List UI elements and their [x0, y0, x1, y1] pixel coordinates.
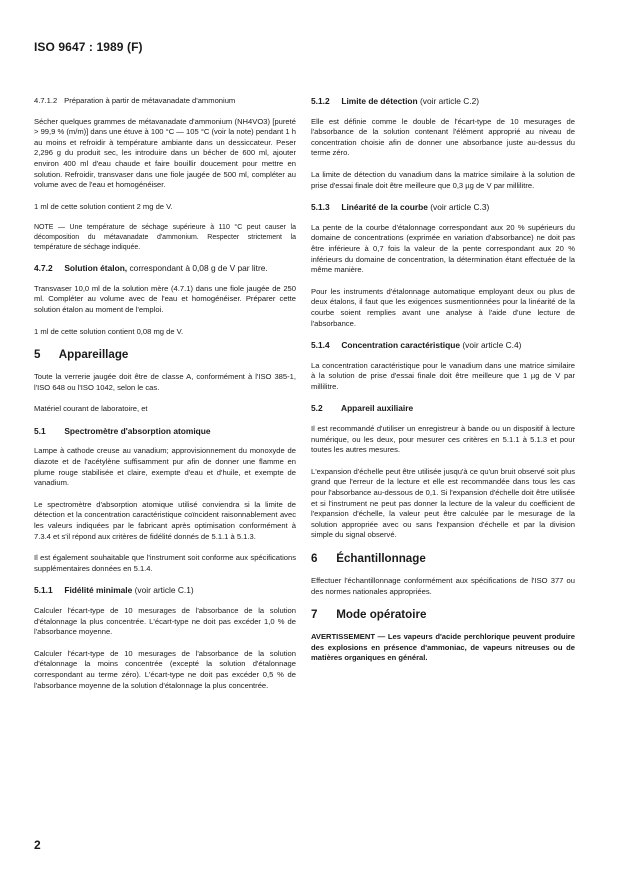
paragraph-echantillonnage: Effectuer l'échantillonnage conformément aux spécifications de l'ISO 377 ou des normes nationales appropriées. — [311, 576, 575, 596]
paragraph-concentration-etalon: 1 ml de cette solution contient 0,08 mg de V. — [34, 326, 184, 336]
section-number: 5.1.2 — [311, 96, 330, 106]
section-title: Solution étalon, — [64, 263, 128, 274]
paragraph-calcul-1: Calculer l'écart-type de 10 mesurages de l'absorbance de la solution d'étalonnage la plus concentrée. L'écart-type ne doit pas excéder 1,0 % de l'absorbance moyenne. — [34, 606, 296, 637]
section-title: Appareil auxiliaire — [341, 403, 414, 414]
left-column — [34, 96, 296, 702]
paragraph-definie: Elle est définie comme le double de l'écart-type de 10 mesurages de l'absorbance de la solution contenant l'élément approprié au niveau de concentration choisie afin de donner une absorbance juste au-dessus du terme zéro. — [311, 116, 575, 158]
section-number: 5.1.3 — [311, 202, 330, 213]
page-number: 2 — [34, 838, 41, 852]
section-title: Mode opératoire — [336, 608, 427, 622]
section-number: 4.7.2 — [34, 263, 53, 274]
paragraph-spectrometre: Le spectromètre d'absorption atomique utilisé conviendra si la limite de détection et la concentration caractéristique coïncident raisonnablement avec les valeurs indiquées par le fabricant après optimisation conformément à 7.3.4 et s'il répond aux critères de fidélité donnés de 5.1.1 à 5.1.3. — [34, 499, 296, 541]
section-6-heading — [311, 552, 575, 566]
section-title: Préparation à partir de métavanadate d'ammonium — [64, 96, 236, 105]
paragraph-avertissement: AVERTISSEMENT — Les vapeurs d'acide perchlorique peuvent produire des explosions en présence d'ammoniac, de vapeurs nitreuses ou de matières organiques en général. — [311, 632, 575, 663]
section-5-2-heading — [311, 403, 575, 414]
section-5-1-4-heading — [311, 340, 575, 351]
section-reference: (voir article C.1) — [134, 585, 194, 596]
section-number: 5.2 — [311, 403, 323, 414]
section-number: 5 — [34, 348, 41, 362]
paragraph-transvaser: Transvaser 10,0 ml de la solution mère (4.7.1) dans une fiole jaugée de 250 ml. Compléter au volume avec de l'eau et homogénéiser. Préparer cette solution étalon au moment de l'emploi. — [34, 283, 296, 314]
section-reference: (voir article C.3) — [430, 202, 490, 213]
paragraph-enregistreur: Il est recommandé d'utiliser un enregistreur à bande ou un dispositif à lecture numérique, ou les deux, pour mesurer ces critères en 5.1.1 à 5.1.3 et pour toutes les autres mesures. — [311, 424, 575, 455]
paragraph-limite: La limite de détection du vanadium dans la matrice similaire à la solution de prise d'essai finale doit être meilleure que 0,3 µg de V par millilitre. — [311, 169, 575, 190]
paragraph-concentration-mere: 1 ml de cette solution contient 2 mg de V. — [34, 201, 173, 211]
paragraph-lampe: Lampe à cathode creuse au vanadium; approvisionnement du monoxyde de diazote et de l'acétylène suffisamment pur afin de donner une flamme en plume rouge stabilisée et claire, exempte d'eau et d'huile, et exempte de vanadium. — [34, 446, 296, 488]
section-number: 5.1.1 — [34, 585, 53, 596]
section-number: 7 — [311, 608, 318, 622]
section-number: 5.1 — [34, 425, 46, 436]
section-5-1-heading — [34, 426, 296, 437]
paragraph-sechage: Sécher quelques grammes de métavanadate d'ammonium (NH4VO3) [pureté > 99,9 % (m/m)] dans une étuve à 100 °C — 105 °C (voir la note) pendant 1 h au moins et refroidir à température ambiante dans un dessiccateur. Peser 2,296 g du produit sec, les introduire dans un bécher de 600 ml, ajouter environ 400 ml d'eau chaude et faire bouillir doucement pour mettre en solution. Refroidir, transvaser dans une fiole jaugée de 500 ml, compléter au volume avec de l'eau et homogénéiser. — [34, 116, 296, 190]
section-reference: (voir article C.4) — [462, 340, 522, 351]
section-number: 4.7.1.2 — [34, 96, 58, 105]
section-title: Échantillonnage — [336, 552, 426, 565]
section-title-rest: correspondant à 0,08 g de V par litre. — [129, 263, 268, 274]
section-5-1-3-heading — [311, 202, 575, 213]
section-title: Fidélité minimale — [64, 585, 133, 596]
section-4-7-1-2-heading — [34, 96, 296, 107]
section-title: Limite de détection — [341, 96, 418, 106]
section-title: Spectromètre d'absorption atomique — [64, 425, 211, 436]
section-5-1-2-heading — [311, 96, 575, 107]
paragraph-materiel: Matériel courant de laboratoire, et — [34, 404, 148, 414]
paragraph-concentration: La concentration caractéristique pour le vanadium dans une matrice similaire à la solution de prise d'essai finale doit être meilleure que 1 µg de V par millilitre. — [311, 360, 575, 391]
section-title: Appareillage — [58, 348, 129, 362]
section-title: Linéarité de la courbe — [341, 202, 428, 213]
section-number: 6 — [311, 552, 318, 565]
paragraph-expansion: L'expansion d'échelle peut être utilisée jusqu'à ce qu'un bruit observé soit plus grand que l'erreur de la lecture et elle est recommandée dans tous les cas pour l'absorbance au-dessous de 0,1. Si l'expansion d'échelle doit être utilisée et si l'instrument ne peut pas donner la lecture de la valeur du coefficient de l'expansion d'échelle, la valeur peut être calculée par le mesurage de la solution appropriée avec ou sans l'expansion d'échelle et par la division simple du signal observé. — [311, 466, 575, 540]
right-column — [311, 96, 575, 675]
paragraph-instruments: Pour les instruments d'étalonnage automatique employant deux ou plus de deux étalons, il faut que les exigences susmentionnées pour la linéarité de la courbe soient remplies avant une analyse à l'aide d'une lecture de l'absorbance. — [311, 286, 575, 328]
paragraph-souhaitable: Il est également souhaitable que l'instrument soit conforme aux spécifications supplémentaires données en 5.1.4. — [34, 553, 296, 573]
section-title: Concentration caractéristique — [341, 340, 461, 351]
paragraph-calcul-2: Calculer l'écart-type de 10 mesurages de l'absorbance de la solution d'étalonnage la moins concentrée (excepté la solution d'étalonnage correspondant au terme zéro). L'écart-type ne doit pas excéder 0,5 % de l'absorbance moyenne de la solution d'étalonnage la plus concentrée. — [34, 648, 296, 690]
document-header: ISO 9647 : 1989 (F) — [34, 40, 143, 54]
note: NOTE — Une température de séchage supérieure à 110 °C peut causer la décomposition du métavanadate d'ammonium. Respecter strictement la température de séchage indiquée. — [34, 224, 296, 251]
section-5-heading — [34, 348, 296, 362]
section-5-1-1-heading — [34, 585, 296, 596]
paragraph-verrerie: Toute la verrerie jaugée doit être de classe A, conformément à l'ISO 385-1, l'ISO 648 ou l'ISO 1042, selon le cas. — [34, 372, 296, 392]
paragraph-pente: La pente de la courbe d'étalonnage correspondant aux 20 % supérieurs du domaine de concentrations (exprimée en variation d'absorbance) ne doit pas être inférieure à 0,7 fois la valeur de la pente correspondant aux 20 % inférieurs du domaine de concentration, la détermination étant effectuée de la même manière. — [311, 222, 575, 275]
section-reference: (voir article C.2) — [419, 96, 480, 106]
section-number: 5.1.4 — [311, 340, 330, 351]
section-4-7-2-heading — [34, 263, 296, 274]
section-7-heading — [311, 608, 575, 622]
